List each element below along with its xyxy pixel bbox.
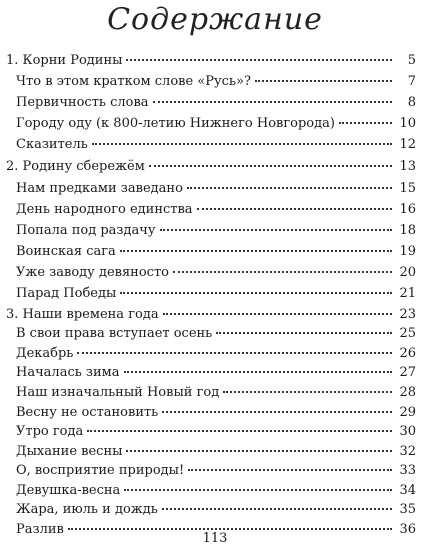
- toc-entry-title: Что в этом кратком слове «Русь»?: [16, 74, 251, 89]
- toc-page-number: 5: [407, 53, 416, 68]
- toc-entry-title: Первичность слова: [16, 95, 149, 110]
- toc-page-number: 32: [399, 444, 416, 459]
- leader-dots: [126, 450, 392, 452]
- toc-entry[interactable]: [16, 285, 416, 302]
- toc-entry-title: Нам предками заведано: [16, 181, 183, 196]
- leader-dots: [120, 292, 392, 294]
- leader-dots: [163, 313, 392, 315]
- toc-entry-title: Утро года: [16, 424, 84, 439]
- leader-dots: [162, 508, 392, 510]
- toc-page-number: 10: [399, 116, 416, 131]
- toc-page-number: 34: [399, 483, 416, 498]
- leader-dots: [160, 229, 392, 231]
- leader-dots: [120, 250, 392, 252]
- toc-entry[interactable]: [16, 180, 416, 197]
- toc-entry-title: Воинская сага: [16, 244, 116, 259]
- toc-page-number: 13: [399, 159, 416, 174]
- toc-entry-title: Попала под раздачу: [16, 223, 156, 238]
- leader-dots: [92, 143, 392, 145]
- toc-entry-title: Весну не остановить: [16, 405, 159, 420]
- toc-page-number: 30: [399, 424, 416, 439]
- toc-chapter-title: 3. Наши времена года: [6, 307, 159, 322]
- toc-page-number: 8: [407, 95, 416, 110]
- leader-dots: [68, 528, 392, 530]
- toc-entry-title: Уже заводу девяносто: [16, 265, 169, 280]
- toc-chapter-title: 2. Родину сбережём: [6, 159, 145, 174]
- toc-entry[interactable]: [16, 222, 416, 239]
- leader-dots: [162, 411, 392, 413]
- toc-chapter-2[interactable]: [6, 158, 416, 175]
- toc-entry[interactable]: [16, 115, 416, 132]
- leader-dots: [77, 352, 392, 354]
- leader-dots: [223, 391, 392, 393]
- toc-page-number: 25: [399, 326, 416, 341]
- toc-page-number: 19: [399, 244, 416, 259]
- toc-entry[interactable]: [16, 423, 416, 440]
- toc-page-number: 15: [399, 181, 416, 196]
- toc-entry-title: Парад Победы: [16, 286, 117, 301]
- toc-page-number: 26: [399, 346, 416, 361]
- toc-entry[interactable]: [16, 243, 416, 260]
- toc-entry-title: Началась зима: [16, 365, 120, 380]
- leader-dots: [153, 101, 392, 103]
- toc-entry-title: Разлив: [16, 522, 64, 537]
- toc-page-number: 29: [399, 405, 416, 420]
- toc-page-number: 28: [399, 385, 416, 400]
- toc-entry-title: Жара, июль и дождь: [16, 502, 158, 517]
- toc-page-number: 36: [399, 522, 416, 537]
- toc-entry[interactable]: [16, 201, 416, 218]
- toc-chapter-1[interactable]: [6, 52, 416, 69]
- toc-page-number: 27: [399, 365, 416, 380]
- leader-dots: [149, 165, 392, 167]
- toc-page-number: 21: [399, 286, 416, 301]
- toc-entry[interactable]: [16, 264, 416, 281]
- toc-page-number: 7: [407, 74, 416, 89]
- toc-page-number: 20: [399, 265, 416, 280]
- leader-dots: [216, 332, 392, 334]
- leader-dots: [197, 208, 392, 210]
- toc-entry-title: День народного единства: [16, 202, 193, 217]
- toc-page-number: 33: [399, 463, 416, 478]
- leader-dots: [255, 80, 392, 82]
- toc-entry[interactable]: [16, 73, 416, 90]
- leader-dots: [173, 271, 392, 273]
- toc-entry-title: Декабрь: [16, 346, 74, 361]
- toc-page-number: 16: [399, 202, 416, 217]
- toc-entry-title: Девушка-весна: [16, 483, 121, 498]
- toc-entry[interactable]: [16, 462, 416, 479]
- toc-entry[interactable]: [16, 443, 416, 460]
- leader-dots: [124, 489, 392, 491]
- page-title: Содержание: [107, 2, 323, 37]
- leader-dots: [187, 187, 392, 189]
- toc-chapter-3[interactable]: [6, 306, 416, 323]
- toc-entry-title: В свои права вступает осень: [16, 326, 213, 341]
- toc-page-number: 23: [399, 307, 416, 322]
- toc-entry[interactable]: [16, 501, 416, 518]
- toc-entry-title: Городу оду (к 800-летию Нижнего Новгорода): [16, 116, 335, 131]
- toc-entry[interactable]: [16, 345, 416, 362]
- leader-dots: [339, 122, 392, 124]
- leader-dots: [126, 59, 392, 61]
- toc-entry[interactable]: [16, 384, 416, 401]
- leader-dots: [188, 469, 392, 471]
- toc-entry-title: Дыхание весны: [16, 444, 123, 459]
- toc-page-number: 18: [399, 223, 416, 238]
- toc-entry[interactable]: [16, 325, 416, 342]
- leader-dots: [124, 371, 392, 373]
- toc-entry-title: О, восприятие природы!: [16, 463, 185, 478]
- toc-entry-title: Сказитель: [16, 137, 88, 152]
- toc-entry[interactable]: [16, 94, 416, 111]
- toc-entry[interactable]: [16, 136, 416, 153]
- toc-entry[interactable]: [16, 404, 416, 421]
- toc-chapter-title: 1. Корни Родины: [6, 53, 123, 68]
- toc-entry-title: Наш изначальный Новый год: [16, 385, 220, 400]
- toc-page-number: 12: [399, 137, 416, 152]
- page-number: 113: [202, 531, 228, 546]
- leader-dots: [87, 430, 392, 432]
- toc-entry[interactable]: [16, 482, 416, 499]
- toc-entry[interactable]: [16, 364, 416, 381]
- toc-page-number: 35: [399, 502, 416, 517]
